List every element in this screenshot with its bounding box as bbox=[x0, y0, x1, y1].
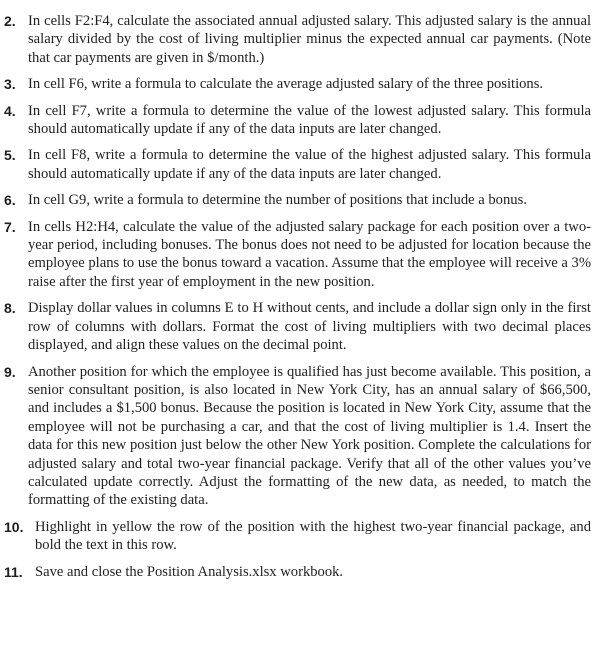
item-text: In cell F6, write a formula to calculate the average adjusted salary of the three positions. bbox=[28, 76, 544, 93]
list-item bbox=[4, 146, 591, 183]
list-item bbox=[4, 75, 591, 93]
item-number: 3. bbox=[4, 76, 16, 93]
item-number: 10. bbox=[4, 518, 24, 535]
list-item bbox=[4, 363, 591, 510]
list-item bbox=[4, 12, 591, 67]
item-number: 2. bbox=[4, 13, 16, 29]
list-item bbox=[4, 299, 591, 354]
item-number: 8. bbox=[4, 300, 16, 317]
list-item bbox=[4, 218, 591, 292]
item-text: In cell G9, write a formula to determine the number of positions that include a bonus. bbox=[28, 192, 527, 209]
item-number: 5. bbox=[4, 147, 16, 164]
item-text: Display dollar values in columns E to H without cents, and include a dollar sign only in the first row of columns with dollars. Format the cost of living multipliers with two decimal places displayed, and align these values on the decimal point. bbox=[28, 300, 591, 354]
item-text: In cell F8, write a formula to determine the value of the highest adjusted salary. This formula should automatically update if any of the data inputs are later changed. bbox=[28, 147, 591, 182]
item-text: In cell F7, write a formula to determine the value of the lowest adjusted salary. This formula should automatically update if any of the data inputs are later changed. bbox=[28, 102, 591, 138]
item-number: 6. bbox=[4, 192, 16, 209]
item-number: 7. bbox=[4, 218, 16, 235]
item-number: 9. bbox=[4, 363, 16, 380]
item-text: In cells F2:F4, calculate the associated annual adjusted salary. This adjusted salary is the annual salary divided by the cost of living multiplier minus the expected annual car payments. (Note that car payments are given in $/month.) bbox=[28, 13, 591, 66]
item-text: Another position for which the employee is qualified has just become available. This position, a senior consultant position, is also located in New York City, has an annual salary of $66,500, and includes a $1,500 bonus. Because the position is located in New York City, assume that the employee will not be purchasing a car, and that the cost of living multiplier is 1.4. Insert the data for this new position just below the other New York position. Complete the calculations for adjusted salary and total two-year financial package. Verify that all of the other values you’ve calculated update correctly. Adjust the formatting of the new data, as needed, to match the formatting of the existing data. bbox=[28, 363, 591, 509]
list-item bbox=[4, 563, 591, 581]
item-number: 4. bbox=[4, 102, 16, 119]
item-number: 11. bbox=[4, 563, 23, 580]
item-text: In cells H2:H4, calculate the value of the adjusted salary package for each position over a two-year period, including bonuses. The bonus does not need to be adjusted for location because the employee plans to use the bonus toward a vacation. Assume that the employee will receive a 3% raise after the first year of employment in the new position. bbox=[28, 218, 591, 290]
item-text: Highlight in yellow the row of the position with the highest two-year financial package, and bold the text in this row. bbox=[35, 518, 591, 554]
list-item bbox=[4, 191, 591, 209]
list-item bbox=[4, 102, 591, 139]
item-text: Save and close the Position Analysis.xlsx workbook. bbox=[35, 563, 344, 580]
list-item bbox=[4, 518, 591, 555]
